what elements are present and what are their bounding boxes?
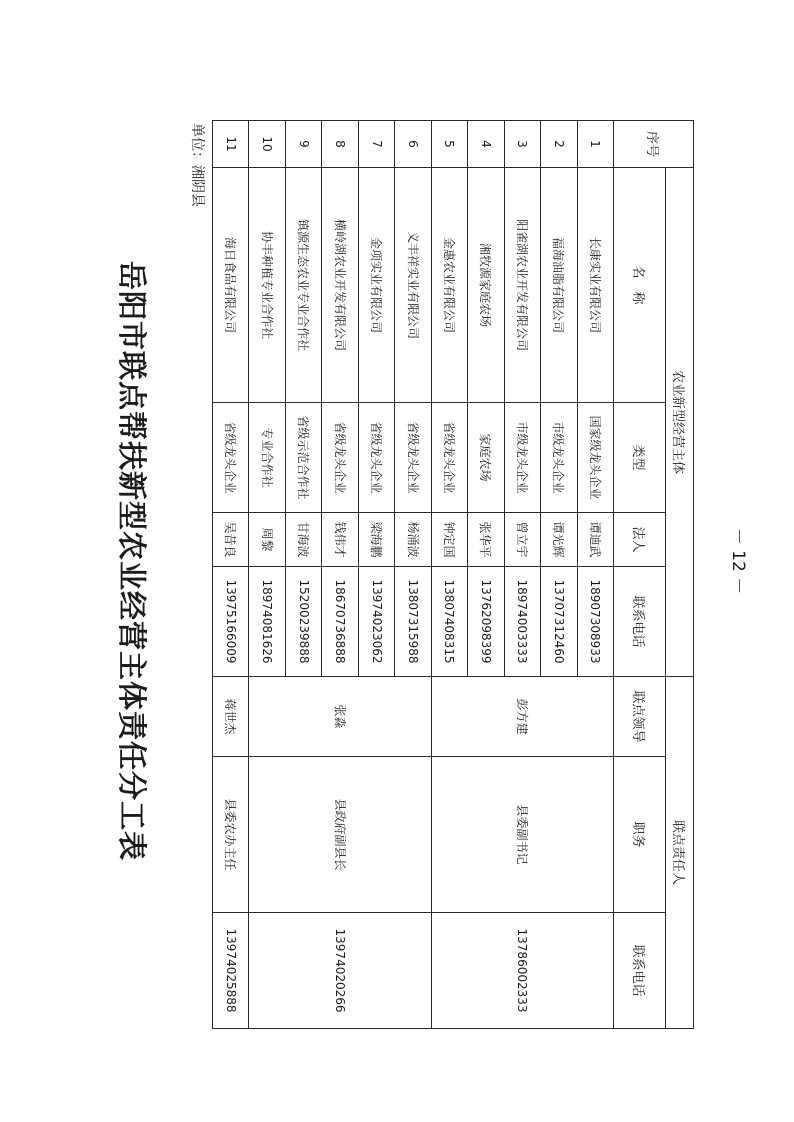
responsibility-table [212,120,694,1029]
cell-seq: 10 [249,121,285,168]
header-position: 职务 [614,757,666,913]
cell-legal: 杨涌波 [395,513,431,567]
cell-position: 县委副书记 [431,757,613,913]
cell-legal: 谭光辉 [541,513,577,567]
cell-phone: 13974023062 [358,567,394,677]
cell-type: 省级龙头企业 [322,403,358,513]
cell-seq: 7 [358,121,394,168]
cell-seq: 9 [285,121,321,168]
cell-seq: 5 [431,121,467,168]
cell-phone: 18974081626 [249,567,285,677]
cell-legal: 梁海鹏 [358,513,394,567]
cell-position: 县委农办主任 [213,757,249,913]
cell-seq: 8 [322,121,358,168]
header-seq: 序号 [614,121,694,168]
cell-type: 省级龙头企业 [358,403,394,513]
cell-legal: 张华平 [468,513,504,567]
cell-leader: 张淼 [249,677,431,757]
cell-name: 湘牧源家庭农场 [468,168,504,403]
cell-legal: 钱伟才 [322,513,358,567]
cell-phone: 18974003333 [504,567,540,677]
cell-type: 专业合作社 [249,403,285,513]
cell-legal: 周黎 [249,513,285,567]
header-liaison-group: 联点责任人 [666,677,694,1029]
header-leader: 联点领导 [614,677,666,757]
cell-type: 家庭农场 [468,403,504,513]
cell-type: 国家级龙头企业 [577,403,613,513]
cell-phone: 13807315988 [395,567,431,677]
page-number: － 12 － [728,527,748,595]
cell-name: 横岭湖农业开发有限公司 [322,168,358,403]
cell-legal: 钟定国 [431,513,467,567]
cell-seq: 1 [577,121,613,168]
cell-phone: 13707312460 [541,567,577,677]
cell-phone: 18670736888 [322,567,358,677]
cell-name: 长康实业有限公司 [577,168,613,403]
cell-phone: 18907308933 [577,567,613,677]
cell-name: 阳雀湖农业开发有限公司 [504,168,540,403]
table-row [577,121,613,1029]
header-leader-phone: 联系电话 [614,913,666,1029]
header-name: 名 称 [614,168,666,403]
cell-phone: 15200239888 [285,567,321,677]
cell-name: 金惠农业有限公司 [431,168,467,403]
header-type: 类型 [614,403,666,513]
cell-leader: 蒋世杰 [213,677,249,757]
cell-legal: 曾立宇 [504,513,540,567]
cell-name: 金项实业有限公司 [358,168,394,403]
cell-position: 县政府副县长 [249,757,431,913]
cell-phone: 13762098399 [468,567,504,677]
cell-seq: 11 [213,121,249,168]
cell-name: 义丰祥实业有限公司 [395,168,431,403]
cell-leader: 彭方建 [431,677,613,757]
table-row [213,121,249,1029]
cell-leader-phone: 13786002333 [431,913,613,1029]
cell-type: 省级龙头企业 [213,403,249,513]
unit-label: 单位：湘阴县 [189,123,205,207]
cell-leader-phone: 13974020266 [249,913,431,1029]
cell-seq: 6 [395,121,431,168]
header-entity-group: 农业新型经营主体 [666,168,694,677]
cell-seq: 4 [468,121,504,168]
cell-type: 省级龙头企业 [395,403,431,513]
header-phone: 联系电话 [614,567,666,677]
cell-seq: 2 [541,121,577,168]
cell-type: 市级龙头企业 [541,403,577,513]
cell-type: 省级示范合作社 [285,403,321,513]
cell-legal: 谭迪武 [577,513,613,567]
cell-name: 海日食品有限公司 [213,168,249,403]
table-row [395,121,431,1029]
cell-legal: 吴昔良 [213,513,249,567]
cell-type: 省级龙头企业 [431,403,467,513]
cell-name: 镇源生态农业专业合作社 [285,168,321,403]
cell-name: 协丰种植专业合作社 [249,168,285,403]
document-title: 岳阳市联点帮扶新型农业经营主体责任分工表 [115,260,149,861]
cell-leader-phone: 13974025888 [213,913,249,1029]
cell-seq: 3 [504,121,540,168]
cell-legal: 甘海波 [285,513,321,567]
cell-name: 福海油脂有限公司 [541,168,577,403]
cell-type: 市级龙头企业 [504,403,540,513]
cell-phone: 13807408315 [431,567,467,677]
header-legal: 法人 [614,513,666,567]
cell-phone: 13975166009 [213,567,249,677]
